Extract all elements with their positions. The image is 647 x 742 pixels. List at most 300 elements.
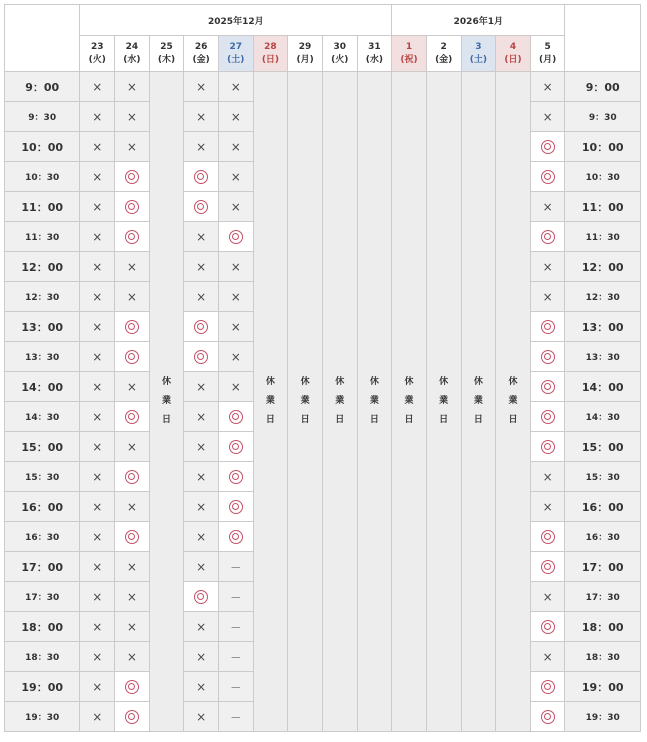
double-circle-icon [194,590,208,604]
cross-icon: × [196,379,207,394]
closed-day-label: 日 [439,415,449,425]
double-circle-icon [541,680,555,694]
slot-available[interactable] [115,522,150,552]
slot-unavailable [80,402,115,432]
time-label-right: 15：30 [565,462,641,492]
slot-available[interactable] [218,462,253,492]
slot-available[interactable] [530,612,565,642]
day-number: 23 [90,41,104,52]
closed-day-label: 業 [439,396,449,406]
cross-icon: × [542,469,553,484]
cross-icon: × [542,79,553,94]
day-header [530,36,565,72]
double-circle-icon [194,200,208,214]
day-header [288,36,323,72]
cross-icon: × [92,679,103,694]
slot-available[interactable] [184,582,219,612]
slot-unavailable [80,492,115,522]
day-weekday: (月) [538,54,557,65]
double-circle-icon [541,710,555,724]
slot-unavailable [530,192,565,222]
slot-unavailable [184,102,219,132]
slot-not-applicable [218,642,253,672]
closed-day-cell [322,72,357,732]
slot-available[interactable] [530,522,565,552]
closed-day-cell [253,72,288,732]
cross-icon: × [230,109,241,124]
time-label-right: 10：30 [565,162,641,192]
double-circle-icon [125,470,139,484]
double-circle-icon [229,530,243,544]
cross-icon: × [92,529,103,544]
closed-day-label: 休 [439,377,449,387]
slot-available[interactable] [218,402,253,432]
cross-icon: × [126,79,137,94]
slot-unavailable [184,432,219,462]
cross-icon: × [230,319,241,334]
time-label-left: 16：30 [5,522,80,552]
time-label-right: 16：30 [565,522,641,552]
slot-unavailable [80,612,115,642]
closed-day-cell [496,72,531,732]
day-number: 4 [509,41,517,52]
day-header [461,36,496,72]
slot-unavailable [530,282,565,312]
slot-unavailable [218,252,253,282]
slot-available[interactable] [530,132,565,162]
double-circle-icon [125,710,139,724]
closed-day-label: 休 [265,377,275,387]
cross-icon: × [196,289,207,304]
slot-unavailable [115,132,150,162]
double-circle-icon [194,170,208,184]
cross-icon: × [92,289,103,304]
cross-icon: × [92,109,103,124]
slot-unavailable [115,612,150,642]
slot-unavailable [115,552,150,582]
double-circle-icon [125,170,139,184]
time-label-left: 17：00 [5,552,80,582]
day-header [426,36,461,72]
time-label-right: 9：30 [565,102,641,132]
slot-unavailable [80,192,115,222]
slot-unavailable [184,372,219,402]
slot-unavailable [530,492,565,522]
time-label-right: 19：30 [565,702,641,732]
cross-icon: × [126,109,137,124]
double-circle-icon [541,350,555,364]
slot-available[interactable] [530,552,565,582]
slot-available[interactable] [115,342,150,372]
slot-available[interactable] [184,162,219,192]
slot-unavailable [184,462,219,492]
cross-icon: × [196,409,207,424]
time-label-left: 12：30 [5,282,80,312]
time-label-right: 18：00 [565,612,641,642]
double-circle-icon [194,320,208,334]
double-circle-icon [229,470,243,484]
cross-icon: × [230,259,241,274]
time-label-left: 12：00 [5,252,80,282]
day-weekday: (日) [261,54,280,65]
dash-mark: － [230,620,242,634]
cross-icon: × [92,619,103,634]
slot-unavailable [115,372,150,402]
slot-unavailable [530,102,565,132]
slot-unavailable [184,552,219,582]
cross-icon: × [196,709,207,724]
closed-day-label: 業 [404,396,414,406]
slot-unavailable [80,342,115,372]
double-circle-icon [541,320,555,334]
cross-icon: × [92,199,103,214]
day-header-row [5,36,641,72]
closed-day-label: 業 [300,396,310,406]
cross-icon: × [126,289,137,304]
slot-unavailable [80,372,115,402]
slot-unavailable [218,192,253,222]
closed-day-label: 業 [508,396,518,406]
double-circle-icon [541,440,555,454]
slot-unavailable [80,522,115,552]
slot-available[interactable] [530,672,565,702]
time-label-right: 13：30 [565,342,641,372]
slot-unavailable [218,132,253,162]
slot-unavailable [80,582,115,612]
cross-icon: × [126,589,137,604]
slot-unavailable [218,342,253,372]
closed-day-cell [426,72,461,732]
double-circle-icon [229,440,243,454]
day-weekday: (土) [469,54,487,65]
time-label-right: 11：30 [565,222,641,252]
day-number: 31 [368,41,381,52]
slot-unavailable [115,282,150,312]
double-circle-icon [541,230,555,244]
slot-available[interactable] [184,342,219,372]
cross-icon: × [542,109,553,124]
day-number: 26 [194,41,208,52]
double-circle-icon [541,380,555,394]
cross-icon: × [230,169,241,184]
closed-day-label: 日 [508,415,518,425]
slot-unavailable [115,582,150,612]
time-label-right: 14：00 [565,372,641,402]
cross-icon: × [196,79,207,94]
closed-day-cell [149,72,184,732]
double-circle-icon [125,200,139,214]
cross-icon: × [126,619,137,634]
time-label-left: 19：30 [5,702,80,732]
day-weekday: (日) [504,54,522,65]
double-circle-icon [125,530,139,544]
double-circle-icon [541,560,555,574]
slot-unavailable [115,252,150,282]
double-circle-icon [541,170,555,184]
time-label-left: 18：30 [5,642,80,672]
time-row [5,72,641,102]
day-number: 30 [333,41,346,52]
closed-day-label: 休 [335,377,345,387]
slot-unavailable [218,282,253,312]
closed-day-label: 休 [162,377,172,387]
closed-day-cell [392,72,427,732]
cross-icon: × [196,259,207,274]
day-number: 5 [544,41,551,52]
slot-available[interactable] [218,222,253,252]
slot-available[interactable] [218,522,253,552]
cross-icon: × [92,649,103,664]
closed-day-label: 日 [335,415,345,425]
cross-icon: × [126,649,137,664]
double-circle-icon [229,500,243,514]
double-circle-icon [541,140,555,154]
slot-unavailable [184,702,219,732]
cross-icon: × [92,79,103,94]
slot-unavailable [80,672,115,702]
double-circle-icon [125,350,139,364]
day-number: 3 [475,41,482,52]
double-circle-icon [125,320,139,334]
slot-unavailable [184,492,219,522]
cross-icon: × [126,259,137,274]
time-label-left: 17：30 [5,582,80,612]
time-label-left: 11：00 [5,192,80,222]
closed-day-label: 日 [404,415,414,425]
month-header: 2026年1月 [392,5,565,36]
slot-unavailable [115,432,150,462]
cross-icon: × [196,559,207,574]
slot-available[interactable] [184,192,219,222]
slot-unavailable [184,402,219,432]
slot-unavailable [530,72,565,102]
slot-available[interactable] [115,702,150,732]
double-circle-icon [125,680,139,694]
slot-unavailable [218,72,253,102]
day-header [149,36,184,72]
closed-day-cell [288,72,323,732]
slot-available[interactable] [115,672,150,702]
cross-icon: × [196,529,207,544]
cross-icon: × [196,229,207,244]
time-label-left: 18：00 [5,612,80,642]
time-label-right: 17：00 [565,552,641,582]
dash-mark: － [230,680,242,694]
header-corner-left [5,5,80,72]
time-label-right: 12：00 [565,252,641,282]
day-header [184,36,219,72]
closed-day-label: 休 [404,377,414,387]
slot-available[interactable] [530,402,565,432]
day-weekday: (水) [365,54,383,65]
slot-available[interactable] [218,492,253,522]
time-label-left: 15：00 [5,432,80,462]
closed-day-cell [357,72,392,732]
slot-unavailable [184,252,219,282]
slot-unavailable [80,102,115,132]
day-header [322,36,357,72]
closed-day-label: 業 [265,396,275,406]
slot-available[interactable] [184,312,219,342]
slot-available[interactable] [115,312,150,342]
slot-unavailable [80,432,115,462]
cross-icon: × [230,379,241,394]
day-header [80,36,115,72]
slot-available[interactable] [530,162,565,192]
closed-day-label: 業 [335,396,345,406]
slot-unavailable [115,492,150,522]
slot-available[interactable] [530,432,565,462]
slot-unavailable [530,642,565,672]
slot-unavailable [80,282,115,312]
time-label-left: 14：30 [5,402,80,432]
day-weekday: (木) [157,54,176,65]
closed-day-label: 日 [265,415,275,425]
slot-not-applicable [218,552,253,582]
time-label-right: 10：00 [565,132,641,162]
day-number: 24 [125,41,139,52]
slot-unavailable [80,462,115,492]
slot-unavailable [80,312,115,342]
slot-available[interactable] [115,162,150,192]
time-label-left: 19：00 [5,672,80,702]
closed-day-label: 日 [300,415,310,425]
dash-mark: － [230,560,242,574]
slot-not-applicable [218,582,253,612]
slot-unavailable [218,312,253,342]
double-circle-icon [541,530,555,544]
day-weekday: (祝) [400,54,418,65]
slot-unavailable [80,72,115,102]
day-weekday: (火) [331,54,349,65]
cross-icon: × [126,499,137,514]
cross-icon: × [542,259,553,274]
slot-unavailable [218,162,253,192]
day-header [392,36,427,72]
cross-icon: × [92,379,103,394]
day-header [357,36,392,72]
time-label-left: 9：30 [5,102,80,132]
slot-available[interactable] [530,222,565,252]
cross-icon: × [92,709,103,724]
closed-day-label: 日 [162,415,172,425]
slot-available[interactable] [530,312,565,342]
cross-icon: × [230,79,241,94]
cross-icon: × [542,649,553,664]
slot-unavailable [80,552,115,582]
slot-available[interactable] [530,372,565,402]
cross-icon: × [230,199,241,214]
slot-available[interactable] [115,402,150,432]
double-circle-icon [194,350,208,364]
month-header: 2025年12月 [80,5,392,36]
slot-unavailable [80,702,115,732]
cross-icon: × [92,259,103,274]
slot-available[interactable] [115,222,150,252]
cross-icon: × [92,229,103,244]
closed-day-label: 休 [508,377,518,387]
time-label-right: 9：00 [565,72,641,102]
slot-unavailable [530,462,565,492]
day-weekday: (月) [296,54,314,65]
slot-unavailable [184,642,219,672]
slot-available[interactable] [530,342,565,372]
time-label-left: 10：00 [5,132,80,162]
closed-day-label: 業 [162,396,172,406]
cross-icon: × [92,169,103,184]
day-weekday: (金) [435,54,453,65]
slot-available[interactable] [115,192,150,222]
time-label-right: 18：30 [565,642,641,672]
cross-icon: × [196,439,207,454]
slot-unavailable [80,222,115,252]
time-label-right: 13：00 [565,312,641,342]
day-number: 29 [298,41,312,52]
slot-available[interactable] [115,462,150,492]
cross-icon: × [542,199,553,214]
cross-icon: × [196,649,207,664]
month-header-row [5,5,641,36]
double-circle-icon [229,230,243,244]
slot-unavailable [184,222,219,252]
closed-day-label: 休 [300,377,310,387]
time-label-right: 12：30 [565,282,641,312]
time-label-right: 14：30 [565,402,641,432]
slot-available[interactable] [218,432,253,462]
slot-unavailable [184,522,219,552]
cross-icon: × [92,499,103,514]
cross-icon: × [196,499,207,514]
time-label-left: 11：30 [5,222,80,252]
slot-unavailable [218,372,253,402]
slot-unavailable [184,282,219,312]
time-label-right: 17：30 [565,582,641,612]
slot-unavailable [115,72,150,102]
time-label-left: 14：00 [5,372,80,402]
cross-icon: × [92,349,103,364]
dash-mark: － [230,590,242,604]
time-label-right: 16：00 [565,492,641,522]
cross-icon: × [196,679,207,694]
cross-icon: × [196,139,207,154]
time-label-right: 11：00 [565,192,641,222]
slot-not-applicable [218,612,253,642]
slot-unavailable [184,612,219,642]
cross-icon: × [542,499,553,514]
cross-icon: × [230,349,241,364]
time-label-left: 10：30 [5,162,80,192]
day-header [496,36,531,72]
cross-icon: × [92,589,103,604]
closed-day-cell [461,72,496,732]
closed-day-label: 業 [369,396,379,406]
cross-icon: × [92,439,103,454]
slot-unavailable [530,582,565,612]
day-header [218,36,253,72]
slot-unavailable [80,642,115,672]
closed-day-label: 日 [369,415,379,425]
day-number: 25 [160,41,173,52]
double-circle-icon [541,410,555,424]
slot-unavailable [115,642,150,672]
cross-icon: × [92,559,103,574]
cross-icon: × [92,469,103,484]
slot-unavailable [184,72,219,102]
slot-unavailable [80,162,115,192]
slot-not-applicable [218,672,253,702]
closed-day-label: 日 [473,415,483,425]
slot-available[interactable] [530,702,565,732]
